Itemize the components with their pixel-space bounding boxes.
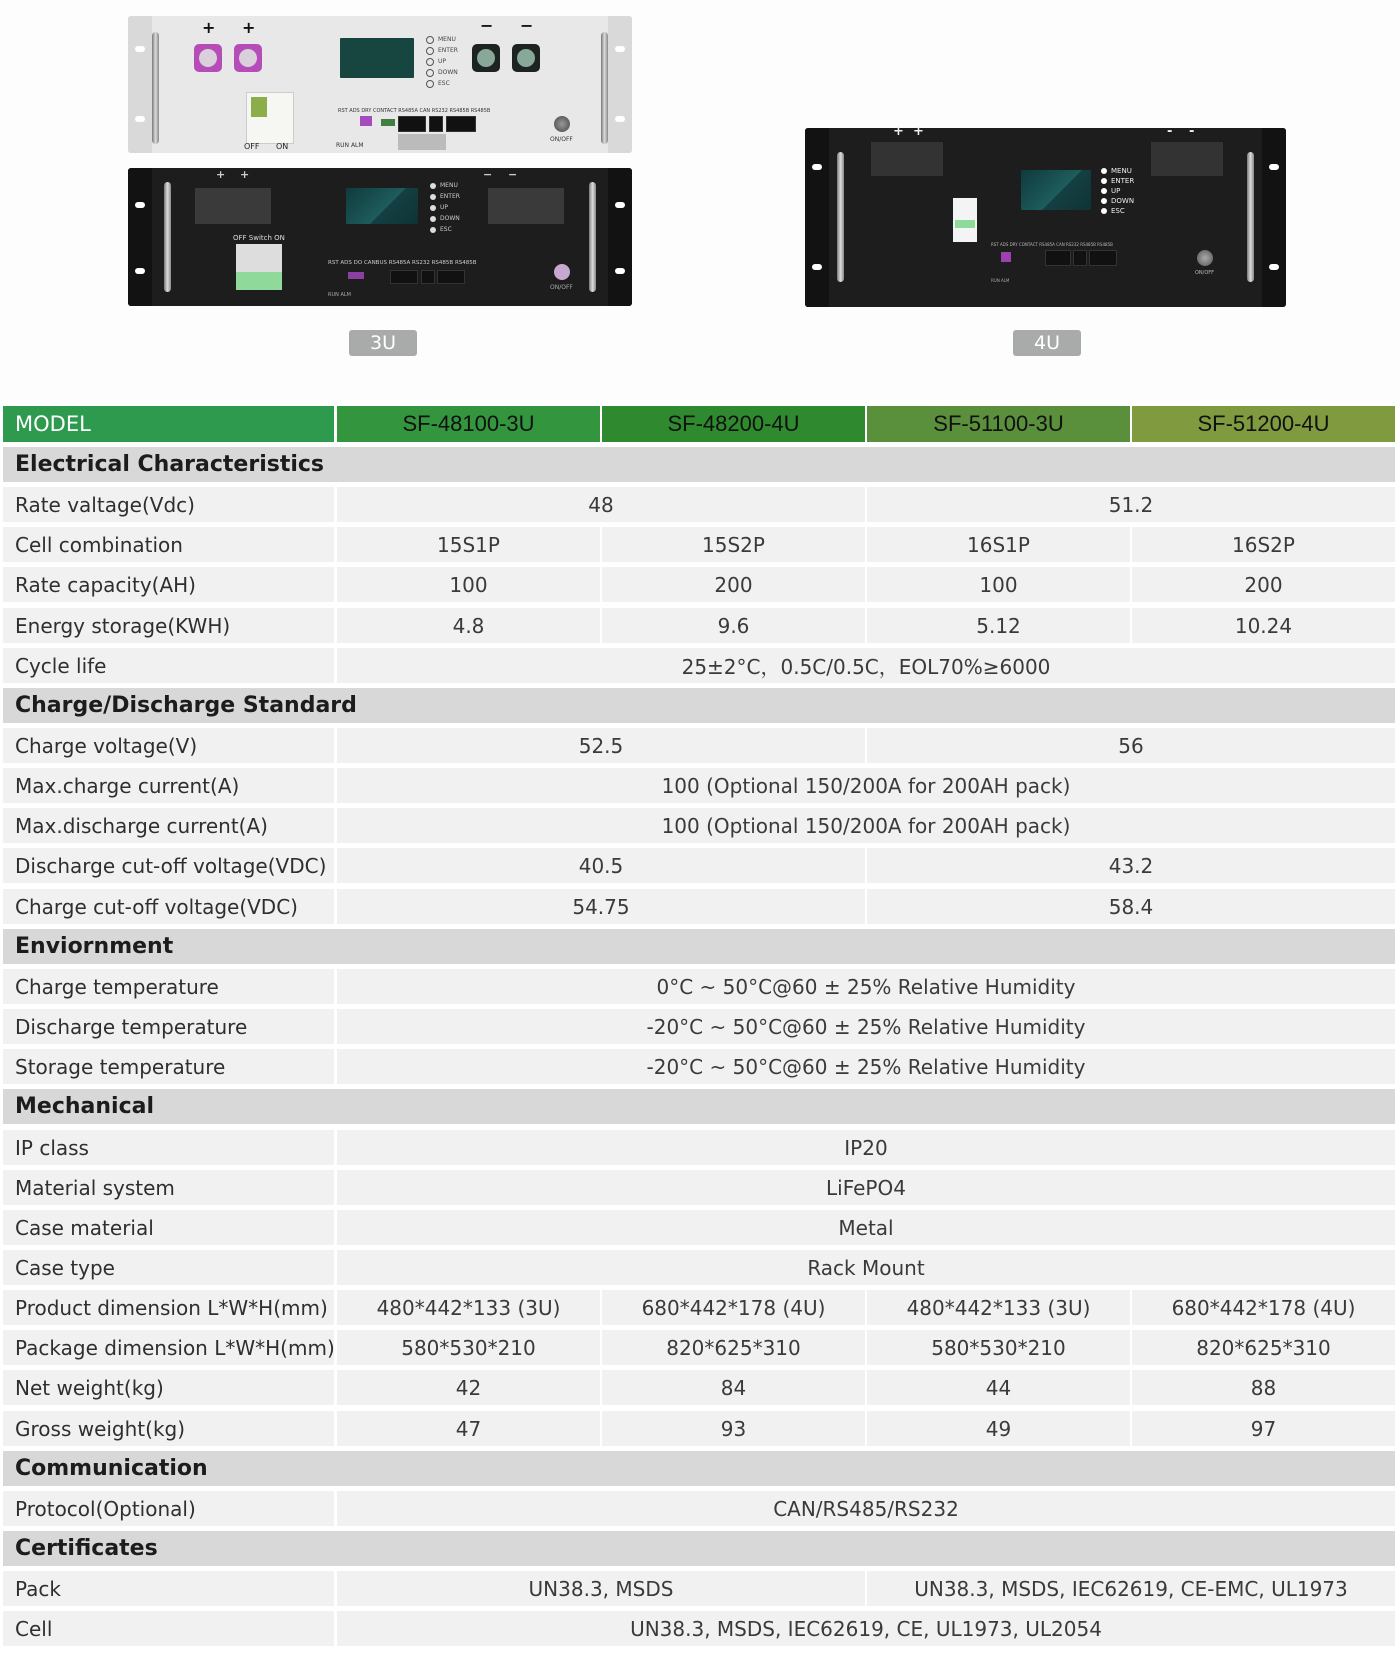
row-value: 44: [867, 1370, 1130, 1405]
minus-sign: -: [1189, 124, 1195, 139]
section-title: Mechanical: [15, 1094, 154, 1119]
row-value: 47: [337, 1411, 600, 1446]
plus-sign: +: [216, 168, 226, 181]
power-label: ON/OFF: [550, 136, 573, 143]
table-row: [3, 1130, 1395, 1165]
row-value: UN38.3, MSDS: [337, 1571, 865, 1606]
row-value: Rack Mount: [337, 1250, 1395, 1285]
lcd-screen: [1021, 170, 1091, 210]
row-label: Material system: [3, 1170, 334, 1205]
section-header: [3, 929, 1395, 964]
plus-sign: +: [242, 18, 256, 37]
row-value: 100: [867, 567, 1130, 602]
row-value: 88: [1132, 1370, 1395, 1405]
table-row: [3, 567, 1395, 602]
minus-sign: −: [520, 16, 534, 35]
row-value: 480*442*133 (3U): [337, 1290, 600, 1325]
table-row: [3, 1210, 1395, 1245]
plus-sign: +: [913, 124, 924, 139]
row-label: Cell: [3, 1611, 334, 1646]
row-value: 820*625*310: [602, 1330, 865, 1365]
power-button-icon: [554, 264, 570, 280]
row-label: Energy storage(KWH): [3, 608, 334, 643]
row-value: 51.2: [867, 487, 1395, 522]
table-row: [3, 1250, 1395, 1285]
rack-ear-left: [805, 128, 829, 307]
negative-terminal-icon: [512, 44, 540, 72]
row-value: 100 (Optional 150/200A for 200AH pack): [337, 768, 1395, 803]
row-label: Rate capacity(AH): [3, 567, 334, 602]
power-label: ON/OFF: [1195, 270, 1215, 276]
port-labels: RST ADS DO CANBUS RS485A RS232 RS485B RS485B: [328, 260, 477, 266]
row-value: 49: [867, 1411, 1130, 1446]
row-value: 40.5: [337, 848, 865, 883]
dry-contact: [381, 119, 395, 126]
negative-terminal-block-icon: [1151, 142, 1223, 176]
minus-sign: −: [508, 168, 518, 181]
plus-sign: +: [893, 124, 904, 139]
row-value: 680*442*178 (4U): [1132, 1290, 1395, 1325]
table-row: [3, 808, 1395, 843]
power-button-icon: [554, 116, 570, 132]
rack-ear-right: [608, 16, 632, 153]
minus-sign: −: [483, 168, 493, 181]
rack-ear-left: [128, 168, 152, 306]
row-value: -20°C ~ 50°C@60 ± 25% Relative Humidity: [337, 1049, 1395, 1084]
model-header-sf-48100-3u: SF-48100-3U: [337, 406, 600, 442]
row-label: Case material: [3, 1210, 334, 1245]
section-title: Electrical Characteristics: [15, 452, 325, 477]
dip-switch: [1001, 252, 1011, 262]
row-value: 5.12: [867, 608, 1130, 643]
row-value: 580*530*210: [337, 1330, 600, 1365]
rj45-port: [437, 270, 465, 284]
rj45-port: [1089, 250, 1117, 266]
battery-3u-black-photo: [128, 168, 632, 306]
row-value: 820*625*310: [1132, 1330, 1395, 1365]
battery-4u-black-photo: [805, 124, 1286, 307]
row-value: 54.75: [337, 889, 865, 924]
positive-terminal-block-icon: [871, 142, 943, 176]
handle-right: [1247, 152, 1254, 282]
row-value: 680*442*178 (4U): [602, 1290, 865, 1325]
row-value: 100: [337, 567, 600, 602]
row-value: UN38.3, MSDS, IEC62619, CE, UL1973, UL2054: [337, 1611, 1395, 1646]
unit-4u-badge: 4U: [1013, 330, 1081, 356]
row-value: 0°C ~ 50°C@60 ± 25% Relative Humidity: [337, 969, 1395, 1004]
model-header-label: MODEL: [3, 406, 334, 442]
row-label: Case type: [3, 1250, 334, 1285]
row-label: Charge cut-off voltage(VDC): [3, 889, 334, 924]
table-row: [3, 1170, 1395, 1205]
rj45-port: [1045, 250, 1071, 266]
row-label: Protocol(Optional): [3, 1491, 334, 1526]
plus-sign: +: [202, 18, 216, 37]
rack-ear-right: [608, 168, 632, 306]
row-label: Product dimension L*W*H(mm): [3, 1290, 334, 1325]
row-value: 84: [602, 1370, 865, 1405]
row-label: Net weight(kg): [3, 1370, 334, 1405]
model-header-sf-51100-3u: SF-51100-3U: [867, 406, 1130, 442]
row-label: IP class: [3, 1130, 334, 1165]
row-label: Charge temperature: [3, 969, 334, 1004]
row-value: 15S1P: [337, 527, 600, 562]
row-label: Gross weight(kg): [3, 1411, 334, 1446]
plus-sign: +: [240, 168, 250, 181]
dip-switch: [360, 116, 372, 126]
barcode-label: [398, 134, 446, 150]
row-value: 4.8: [337, 608, 600, 643]
table-row: [3, 1491, 1395, 1526]
section-title: Enviornment: [15, 934, 174, 959]
rj45-port: [446, 116, 476, 132]
breaker-on-label: ON: [276, 142, 289, 151]
row-label: Cell combination: [3, 527, 334, 562]
row-value: 56: [867, 728, 1395, 763]
row-value: 480*442*133 (3U): [867, 1290, 1130, 1325]
row-label: Storage temperature: [3, 1049, 334, 1084]
row-label: Discharge cut-off voltage(VDC): [3, 848, 334, 883]
battery-3u-white-photo: [128, 16, 632, 153]
minus-sign: -: [1167, 124, 1173, 139]
rack-ear-right: [1262, 128, 1286, 307]
rj45-port: [421, 270, 435, 284]
negative-terminal-icon: [472, 44, 500, 72]
table-row: [3, 1611, 1395, 1646]
lcd-screen: [346, 188, 418, 224]
rj45-port: [390, 270, 418, 284]
row-value: 25±2°C，0.5C/0.5C，EOL70%≥6000: [337, 648, 1395, 683]
row-label: Discharge temperature: [3, 1009, 334, 1044]
row-value: 43.2: [867, 848, 1395, 883]
breaker-off-label: OFF: [244, 142, 260, 151]
row-label: Package dimension L*W*H(mm): [3, 1330, 334, 1365]
row-label: Rate valtage(Vdc): [3, 487, 334, 522]
row-value: 9.6: [602, 608, 865, 643]
section-header: [3, 1451, 1395, 1486]
breaker-switch: [236, 244, 282, 290]
row-value: LiFePO4: [337, 1170, 1395, 1205]
row-value: 93: [602, 1411, 865, 1446]
row-label: Max.charge current(A): [3, 768, 334, 803]
menu-button-list: MENU ENTER UP DOWN ESC: [430, 180, 460, 235]
row-label: Pack: [3, 1571, 334, 1606]
handle-right: [589, 182, 596, 292]
handle-right: [601, 32, 608, 144]
table-row: [3, 728, 1395, 763]
row-value: CAN/RS485/RS232: [337, 1491, 1395, 1526]
section-header: [3, 688, 1395, 723]
handle-left: [837, 152, 844, 282]
table-row: [3, 527, 1395, 562]
row-value: 100 (Optional 150/200A for 200AH pack): [337, 808, 1395, 843]
row-label: Cycle life: [3, 648, 334, 683]
section-title: Charge/Discharge Standard: [15, 693, 357, 718]
table-row: [3, 768, 1395, 803]
unit-3u-badge: 3U: [349, 330, 417, 356]
row-value: 16S1P: [867, 527, 1130, 562]
positive-terminal-block-icon: [195, 188, 271, 224]
section-header: [3, 1531, 1395, 1566]
table-row: [3, 1009, 1395, 1044]
handle-left: [152, 32, 159, 144]
row-value: 58.4: [867, 889, 1395, 924]
breaker-switch: [246, 92, 294, 144]
row-value: 580*530*210: [867, 1330, 1130, 1365]
port-labels: RST ADS DRY CONTACT RS485A CAN RS232 RS485B RS485B: [991, 242, 1113, 247]
row-value: -20°C ~ 50°C@60 ± 25% Relative Humidity: [337, 1009, 1395, 1044]
table-row: [3, 889, 1395, 924]
rack-ear-left: [128, 16, 152, 153]
power-label: ON/OFF: [550, 284, 573, 291]
row-value: 15S2P: [602, 527, 865, 562]
row-label: Charge voltage(V): [3, 728, 334, 763]
table-row: [3, 648, 1395, 683]
row-value: Metal: [337, 1210, 1395, 1245]
row-value: IP20: [337, 1130, 1395, 1165]
table-row: [3, 848, 1395, 883]
section-header: [3, 447, 1395, 482]
row-value: 48: [337, 487, 865, 522]
row-value: 52.5: [337, 728, 865, 763]
model-header-sf-48200-4u: SF-48200-4U: [602, 406, 865, 442]
rj45-port: [1073, 250, 1087, 266]
table-row: [3, 1290, 1395, 1325]
row-value: 42: [337, 1370, 600, 1405]
table-row: [3, 969, 1395, 1004]
lcd-screen: [340, 38, 414, 78]
table-row: [3, 1370, 1395, 1405]
handle-left: [164, 182, 171, 292]
switch-label: OFF Switch ON: [233, 234, 285, 242]
rj45-port: [398, 116, 426, 132]
table-row: [3, 1049, 1395, 1084]
section-header: [3, 1089, 1395, 1124]
row-value: 10.24: [1132, 608, 1395, 643]
row-label: Max.discharge current(A): [3, 808, 334, 843]
led-labels: RUN ALM: [336, 142, 364, 149]
minus-sign: −: [480, 16, 494, 35]
section-title: Communication: [15, 1456, 208, 1481]
led-labels: RUN ALM: [991, 278, 1010, 283]
table-row: [3, 608, 1395, 643]
model-header-sf-51200-4u: SF-51200-4U: [1132, 406, 1395, 442]
section-title: Certificates: [15, 1536, 158, 1561]
table-row: [3, 1330, 1395, 1365]
row-value: 16S2P: [1132, 527, 1395, 562]
table-row: [3, 1411, 1395, 1446]
row-value: 97: [1132, 1411, 1395, 1446]
power-button-icon: [1197, 250, 1213, 266]
rj45-port: [429, 116, 443, 132]
port-labels: RST ADS DRY CONTACT RS485A CAN RS232 RS485B RS485B: [338, 108, 491, 114]
table-row: [3, 1571, 1395, 1606]
menu-button-list: MENU ENTER UP DOWN ESC: [1101, 166, 1134, 216]
row-value: UN38.3, MSDS, IEC62619, CE-EMC, UL1973: [867, 1571, 1395, 1606]
row-value: 200: [602, 567, 865, 602]
led-labels: RUN ALM: [328, 292, 351, 298]
dip-switch: [348, 272, 364, 279]
breaker-switch: [953, 198, 977, 242]
menu-button-list: MENU ENTER UP DOWN ESC: [426, 34, 458, 89]
row-value: 200: [1132, 567, 1395, 602]
table-row: [3, 487, 1395, 522]
positive-terminal-icon: [234, 44, 262, 72]
negative-terminal-block-icon: [488, 188, 564, 224]
product-images: [0, 0, 1400, 400]
positive-terminal-icon: [194, 44, 222, 72]
